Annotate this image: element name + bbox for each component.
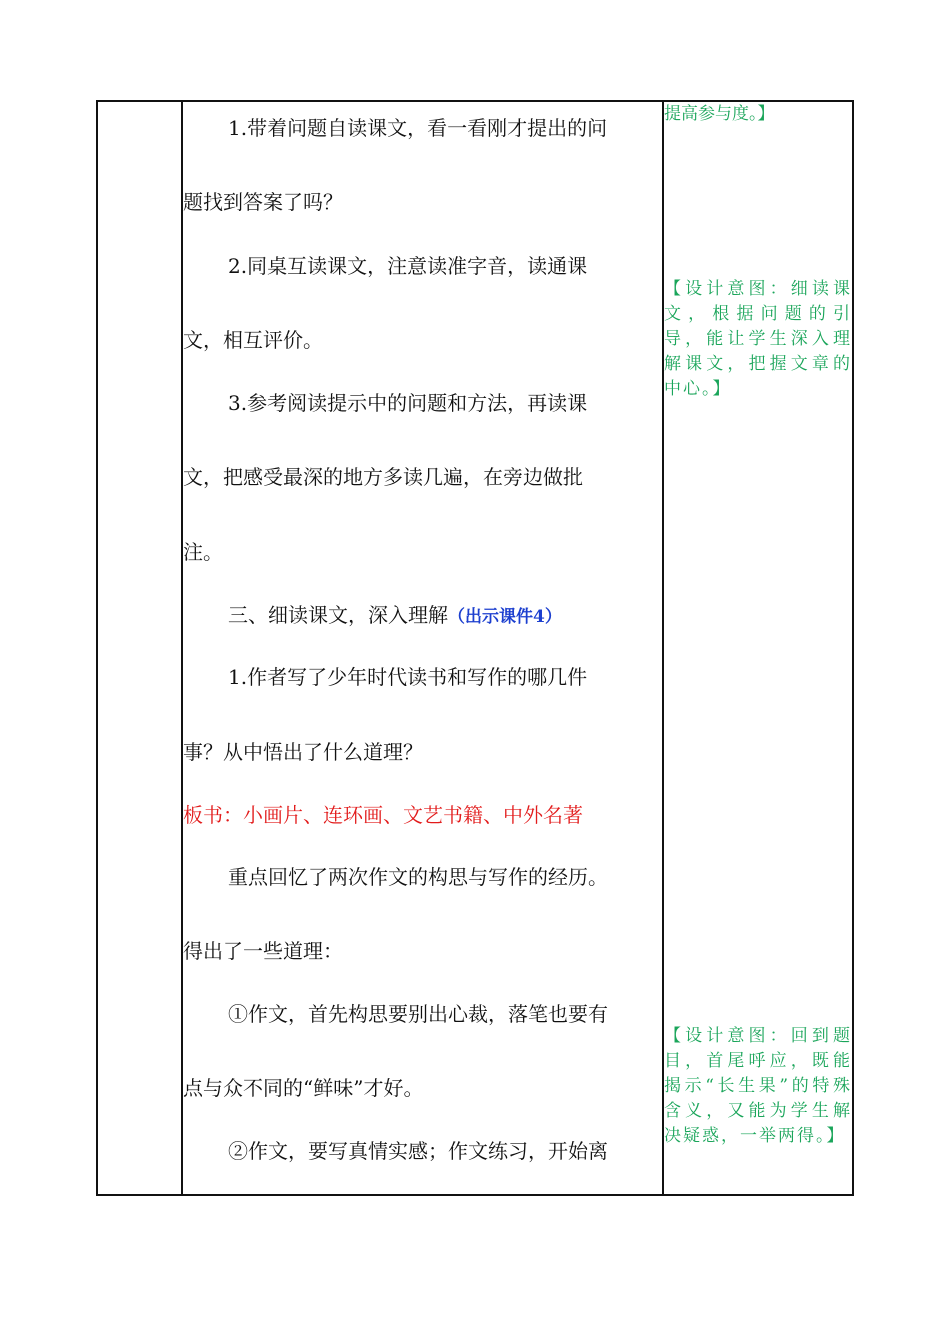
step-3-line-3: 注。 — [183, 540, 223, 564]
section-heading — [228, 603, 562, 629]
step-3-line-2: 文，把感受最深的地方多读几遍，在旁边做批 — [183, 465, 583, 489]
design-note-bottom: 【设计意图：回到题目，首尾呼应，既能揭示“长生果”的特殊含义，又能为学生解决疑惑，一举两得。】 — [664, 1026, 852, 1146]
step-3-line-1: 3.参考阅读提示中的问题和方法，再读课 — [228, 391, 588, 415]
question-1-line-1: 1.作者写了少年时代读书和写作的哪几件 — [228, 665, 588, 689]
section-heading-text: 三、细读课文，深入理解 — [228, 603, 448, 627]
step-1-line-2: 题找到答案了吗？ — [183, 190, 343, 214]
question-1-line-2: 事？从中悟出了什么道理？ — [183, 740, 423, 764]
step-2-line-2: 文，相互评价。 — [183, 328, 323, 352]
point-1-line-2: 点与众不同的“鲜味”才好。 — [183, 1076, 424, 1100]
blackboard-note: 板书：小画片、连环画、文艺书籍、中外名著 — [183, 803, 583, 827]
point-2-line-1: ②作文，要写真情实感；作文练习，开始离 — [228, 1139, 608, 1163]
step-2-line-1: 2.同桌互读课文，注意读准字音，读通课 — [228, 254, 588, 278]
design-note-middle: 【设计意图：细读课文，根据问题的引导，能让学生深入理解课文，把握文章的中心。】 — [664, 279, 852, 399]
point-1-line-1: ①作文，首先构思要别出心裁，落笔也要有 — [228, 1002, 608, 1026]
summary-line-2: 得出了一些道理： — [183, 939, 343, 963]
column-divider-1 — [181, 102, 183, 1194]
design-note-top: 提高参与度。】 — [664, 104, 775, 124]
summary-line-1: 重点回忆了两次作文的构思与写作的经历。 — [228, 865, 608, 889]
slide-reference: （出示课件4） — [448, 607, 562, 627]
step-1-line-1: 1.带着问题自读课文，看一看刚才提出的问 — [228, 116, 608, 140]
